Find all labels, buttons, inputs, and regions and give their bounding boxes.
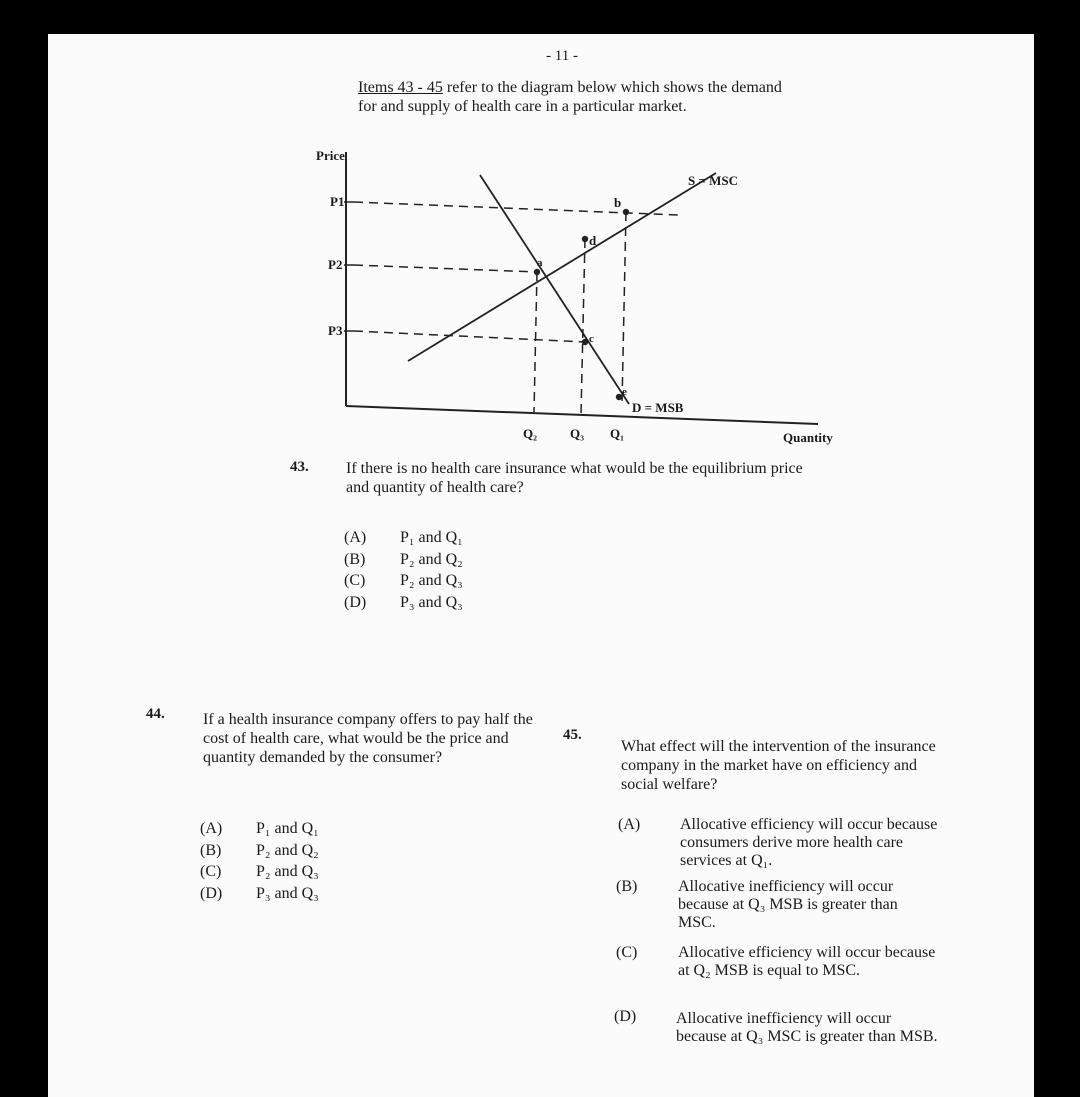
question-45-option-d-label: (D)	[614, 1008, 637, 1025]
question-44-option-c: (C) P₂ and Q₃	[200, 863, 319, 880]
q2-dashed-line	[534, 272, 537, 412]
question-45-number: 45.	[563, 727, 582, 743]
question-45-text: What effect will the intervention of the insurance company in the market have on efficiency and social welfare?	[621, 738, 936, 793]
question-43-option-c: (C) P₂ and Q₃	[344, 572, 463, 589]
question-44-option-d: (D) P₃ and Q₃	[200, 884, 319, 902]
question-45-option-d-text: Allocative inefficiency will occur because at Q₃ MSC is greater than MSB.	[676, 1010, 938, 1045]
price-label-p3: P3	[328, 323, 343, 338]
q1-dashed-line	[622, 212, 626, 404]
question-45-option-c-text: Allocative efficiency will occur because at Q₂ MSB is equal to MSC.	[678, 944, 936, 979]
items-reference: Items 43 - 45	[358, 79, 443, 96]
question-44-option-b: (B) P₂ and Q₂	[200, 841, 319, 859]
question-43-text: If there is no health care insurance what would be the equilibrium price and quantity of health care?	[346, 460, 803, 496]
intro-text: Items 43 - 45 refer to the diagram below which shows the demand for and supply of health care in a particular market.	[358, 79, 782, 115]
price-label-p1: P1	[330, 194, 345, 209]
exam-page	[48, 34, 1034, 1097]
supply-curve-label: S = MSC	[688, 173, 739, 188]
point-c	[582, 339, 588, 345]
question-45-option-c-label: (C)	[616, 944, 638, 961]
question-45-option-b-label: (B)	[616, 878, 638, 895]
p1-dashed-line	[354, 202, 678, 215]
point-e-label: e	[622, 386, 627, 398]
question-44-number: 44.	[146, 706, 165, 722]
quantity-label-q1: Q₁	[610, 426, 625, 441]
question-43-number: 43.	[290, 459, 309, 475]
q3-dashed-line	[581, 239, 585, 414]
point-a-label: a	[537, 257, 543, 269]
point-a	[534, 269, 540, 275]
page-number: - 11 -	[546, 48, 578, 64]
question-44-options	[200, 818, 319, 904]
x-axis-label: Quantity	[783, 430, 833, 445]
quantity-label-q2: Q₂	[523, 426, 538, 441]
supply-demand-diagram	[48, 34, 1034, 454]
supply-curve	[408, 173, 716, 361]
question-44-option-a: (A) P₁ and Q₁	[200, 820, 319, 837]
question-45-option-b-text: Allocative inefficiency will occur because at Q₃ MSB is greater than MSC.	[678, 878, 898, 931]
p3-dashed-line	[354, 331, 585, 342]
question-45-option-a-label: (A)	[618, 816, 641, 833]
question-43-option-d: (D) P₃ and Q₃	[344, 593, 463, 611]
question-44-text: If a health insurance company offers to pay half the cost of health care, what would be the price and quantity demanded by the consumer?	[203, 711, 533, 766]
question-43-options	[344, 527, 463, 613]
point-b-label: b	[614, 195, 622, 210]
point-c-label: c	[589, 333, 594, 345]
demand-curve-label: D = MSB	[632, 400, 684, 415]
y-axis-label: Price	[316, 148, 345, 163]
point-d	[582, 236, 588, 242]
price-label-p2: P2	[328, 257, 343, 272]
question-43-option-a: (A) P₁ and Q₁	[344, 529, 463, 546]
question-43-option-b: (B) P₂ and Q₂	[344, 550, 463, 568]
question-45-option-a-text: Allocative efficiency will occur because consumers derive more health care services at Q₁.	[680, 816, 938, 869]
quantity-axis	[346, 406, 818, 424]
point-d-label: d	[589, 233, 597, 248]
p2-dashed-line	[354, 265, 537, 272]
quantity-label-q3: Q₃	[570, 426, 585, 441]
point-b	[623, 209, 629, 215]
